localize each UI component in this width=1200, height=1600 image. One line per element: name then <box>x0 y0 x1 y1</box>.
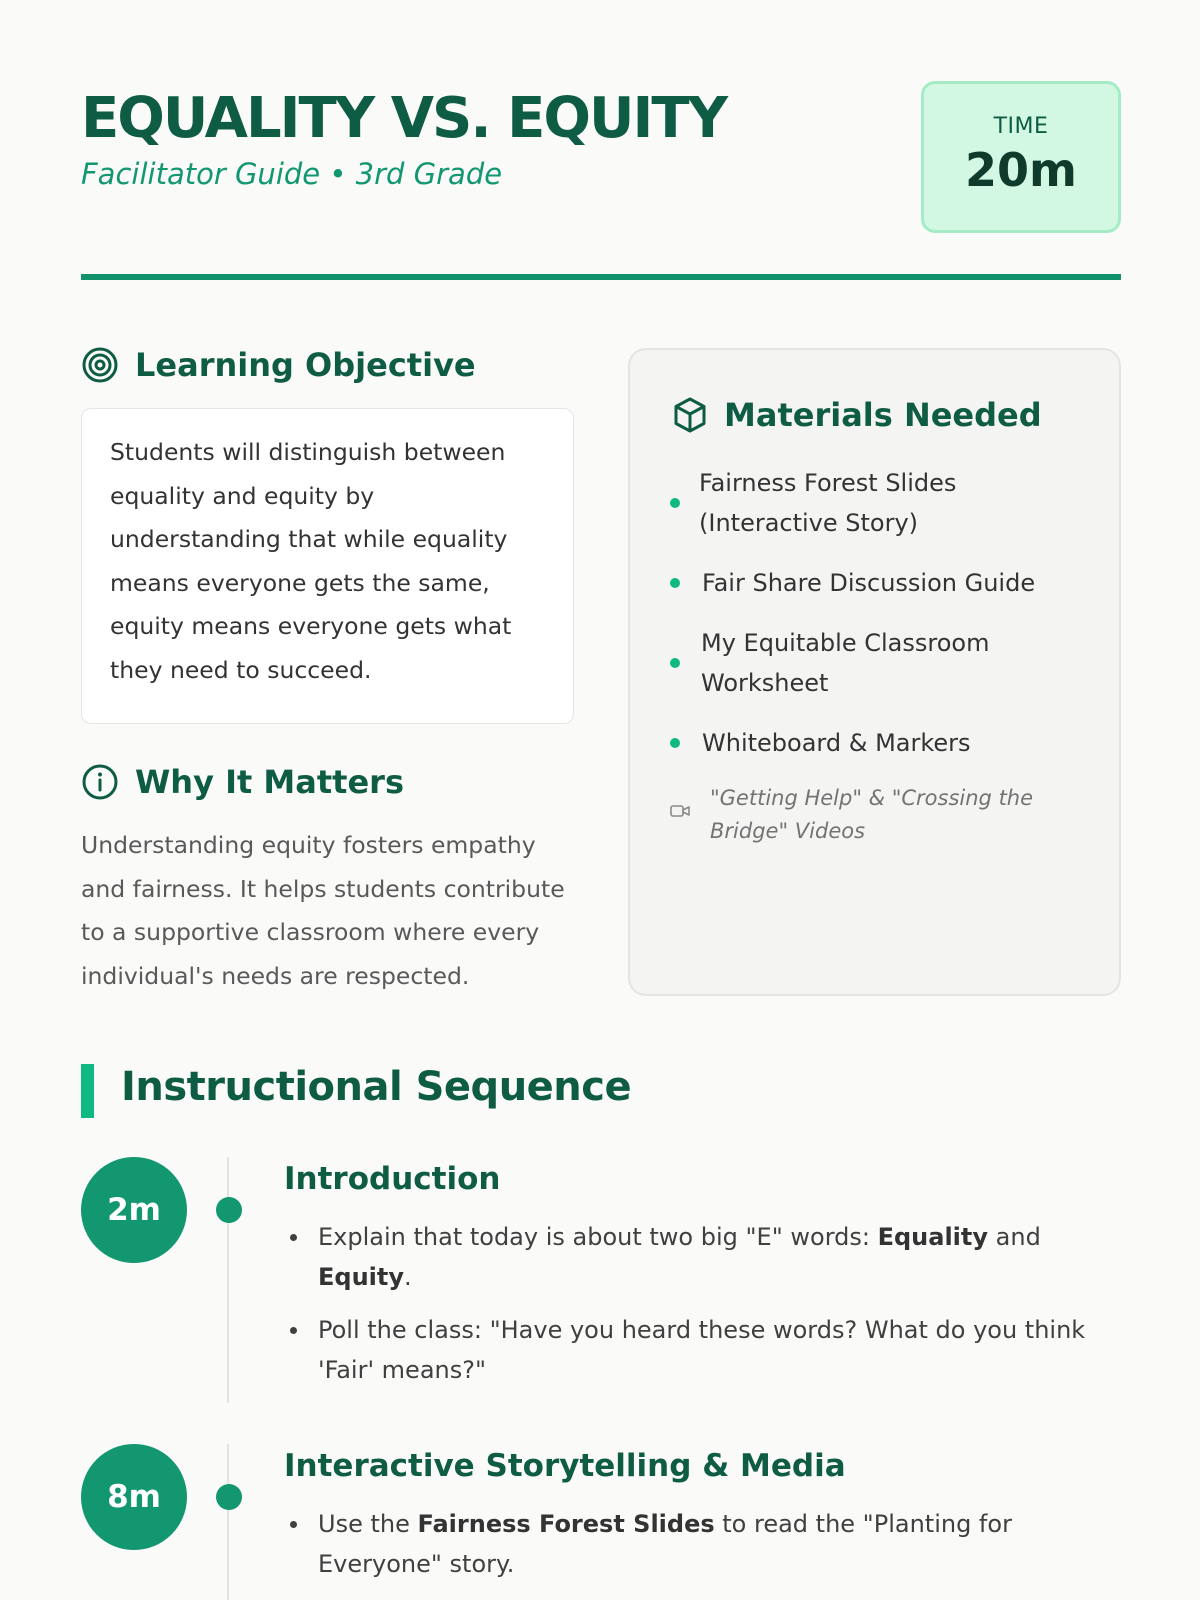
bullet-text: . <box>404 1263 412 1291</box>
why-it-matters-title: Why It Matters <box>135 763 404 801</box>
timeline-line <box>227 1157 229 1403</box>
materials-heading <box>672 396 1042 434</box>
learning-objective-title: Learning Objective <box>135 346 476 384</box>
timeline-dot <box>216 1484 242 1510</box>
video-label: "Getting Help" & "Crossing the Bridge" Videos <box>710 786 1034 843</box>
bullet-bold-text: Equity <box>318 1263 405 1291</box>
material-label: Whiteboard & Markers <box>702 729 971 757</box>
bullet-dot <box>670 738 680 748</box>
step-time-badge: 2m <box>81 1157 187 1263</box>
bullet-bold-text: Equality <box>877 1223 989 1251</box>
step-bullet-list <box>284 1504 1124 1597</box>
page-title: EQUALITY VS. EQUITY <box>81 86 727 151</box>
bullet-text: Explain that today is about two big "E" words: <box>318 1223 878 1251</box>
learning-objective-text: Students will distinguish between equality and equity by understanding that while equality means everyone gets the same, equity means everyone gets what they need to succeed. <box>110 438 512 684</box>
time-label: TIME <box>993 114 1049 139</box>
step-bullet-list <box>284 1217 1124 1403</box>
timeline-dot <box>216 1197 242 1223</box>
bullet-text: Poll the class: "Have you heard these words? What do you think 'Fair' means?" <box>318 1316 1086 1384</box>
bullet-text: and <box>988 1223 1041 1251</box>
facilitator-guide-page <box>81 0 1121 1600</box>
timeline-line <box>227 1444 229 1600</box>
step-time-badge: 8m <box>81 1444 187 1550</box>
list-item <box>284 1310 1124 1390</box>
bullet-text: Use the <box>318 1510 418 1538</box>
header-divider <box>81 274 1121 280</box>
page-subtitle: Facilitator Guide • 3rd Grade <box>81 157 503 191</box>
time-value: 20m <box>965 143 1077 197</box>
material-label: Fair Share Discussion Guide <box>702 569 1036 597</box>
box-icon <box>672 396 708 434</box>
sequence-heading: Instructional Sequence <box>121 1064 632 1110</box>
target-icon <box>81 346 119 384</box>
bullet-dot <box>670 658 680 668</box>
bullet-text: to read the "Planting for Everyone" story. <box>318 1510 1012 1578</box>
learning-objective-heading <box>81 346 476 384</box>
step-title: Introduction <box>284 1161 501 1197</box>
why-it-matters-heading <box>81 763 404 801</box>
sequence-accent-bar <box>81 1064 94 1118</box>
learning-objective-card <box>81 408 574 724</box>
info-icon <box>81 763 119 801</box>
step-title: Interactive Storytelling & Media <box>284 1448 846 1484</box>
list-item <box>284 1217 1124 1297</box>
bullet-bold-text: Fairness Forest Slides <box>417 1510 715 1538</box>
why-it-matters-text: Understanding equity fosters empathy and fairness. It helps students contribute to a supportive classroom where every individual's needs are respected. <box>81 831 565 990</box>
bullet-dot <box>670 498 680 508</box>
time-badge <box>921 81 1121 233</box>
video-icon <box>670 804 690 818</box>
list-item <box>284 1504 1124 1584</box>
materials-title: Materials Needed <box>724 396 1042 434</box>
material-label: Fairness Forest Slides (Interactive Story) <box>699 469 957 537</box>
bullet-dot <box>670 578 680 588</box>
material-label: My Equitable Classroom Worksheet <box>701 629 990 697</box>
